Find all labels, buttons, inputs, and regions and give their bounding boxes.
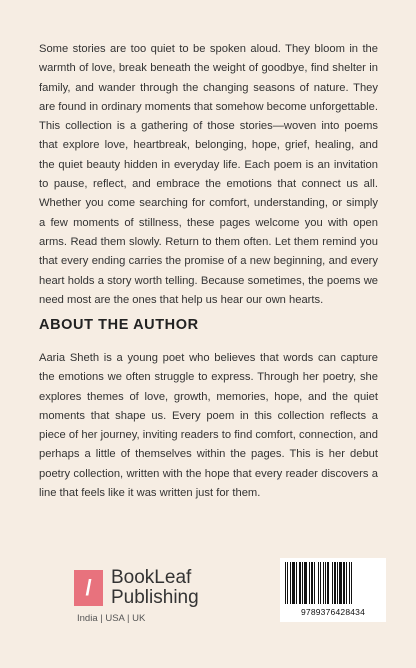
publisher-name xyxy=(111,568,199,608)
author-bio: Aaria Sheth is a young poet who believes that words can capture the emotions we often struggle to express. Through her poetry, she explores themes of love, growth, memories, hope, and the quiet moments that shape us. Every poem in this collection reflects a piece of her journey, inviting readers to find comfort, connection, and perhaps a little of themselves within the pages. This is her debut poetry collection, written with the hope that every reader discovers a line that feels like it was written just for them. xyxy=(39,352,378,500)
back-cover-blurb: Some stories are too quiet to be spoken aloud. They bloom in the warmth of love, break beneath the weight of goodbye, find shelter in family, and wander through the changing seasons of nature. They are found in ordinary moments that somehow become unforgettable. This collection is a gathering of those stories—woven into poems that explore love, heartbreak, belonging, hope, grief, healing, and the quiet beauty hidden in everyday life. Each poem is an invitation to pause, reflect, and embrace the emotions that connect us all. Whether you come searching for comfort, understanding, or simply a few moments of stillness, these pages welcome you with open arms. Read them slowly. Return to them often. Let them remind you that every ending carries the promise of a new beginning, and every heart holds a story worth telling. Because sometimes, the poems we need most are the ones that help us hear our own hearts. xyxy=(39,43,378,306)
publisher-name-line1: BookLeaf xyxy=(111,567,192,588)
isbn-number: 9789376428434 xyxy=(300,607,366,617)
publisher-logo-mark: / xyxy=(74,570,103,606)
barcode-gap xyxy=(352,562,353,604)
publisher-regions: India | USA | UK xyxy=(77,613,146,624)
about-author-heading: ABOUT THE AUTHOR xyxy=(39,317,199,333)
isbn-barcode xyxy=(280,558,386,622)
publisher-logo xyxy=(74,568,199,608)
publisher-name-line2: Publishing xyxy=(111,587,199,608)
barcode-bars xyxy=(285,562,381,604)
